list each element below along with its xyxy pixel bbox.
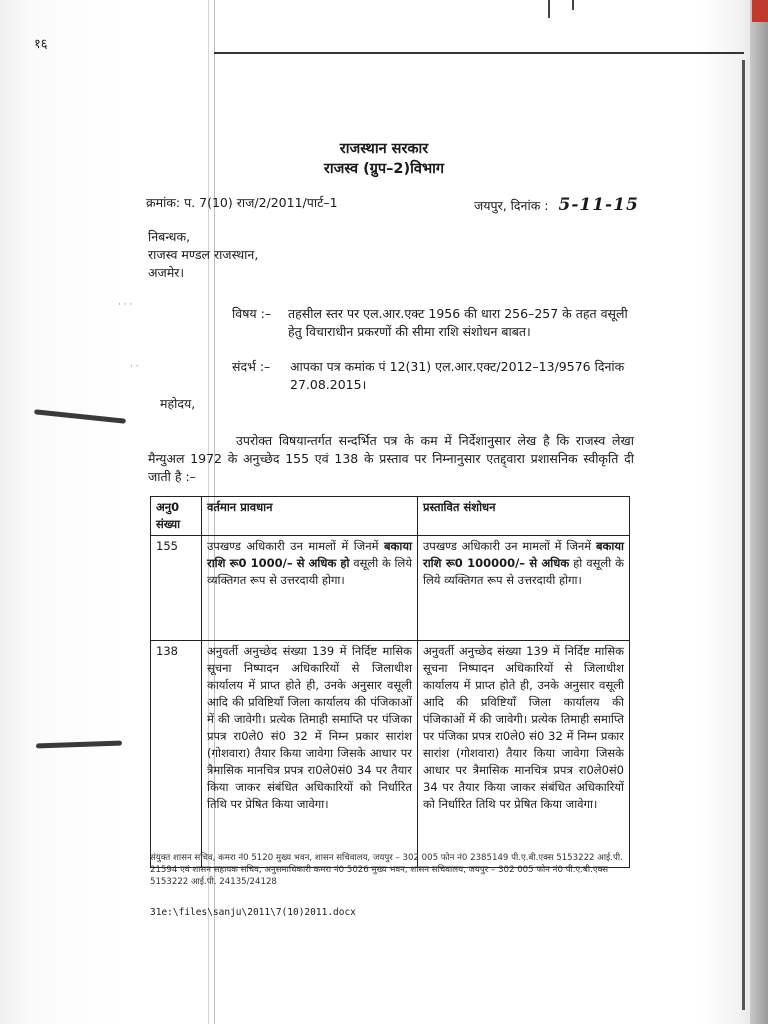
reference-text: आपका पत्र कमांक पं 12(31) एल.आर.एक्ट/2012–13/9576 दिनांक 27.08.2015। <box>290 359 625 392</box>
table-row <box>151 536 630 641</box>
subject-text: तहसील स्तर पर एल.आर.एक्ट 1956 की धारा 256–257 के तहत वसूली हेतु विचाराधीन प्रकरणों की सीमा राशि संशोधन बाबत। <box>288 306 628 339</box>
red-tag <box>752 0 768 22</box>
footer-distribution: संयुक्त शासन सचिव, कमरा नं0 5120 मुख्य भवन, शासन सचिवालय, जयपुर – 302 005 फोन नं0 2385149 पी.ए.बी.एक्स 5153222 आई.पी. 21594 एवं शासन सहायक सचिव, अनुसमाधिकारी कमरा नं0 5026 मुख्य भवन, शासन सचिवालय, जयपुर – 302 005 फोन नं0 पी.ए.बी.एक्स 5153222 आई.पी. 24135/24128 <box>150 853 623 887</box>
place-date <box>474 196 639 215</box>
row-number: 155 <box>151 536 202 641</box>
edge-mark <box>572 0 574 10</box>
reference-label: संदर्भ :– <box>232 359 271 374</box>
corner-mark: १६ <box>34 37 48 52</box>
proposed-amendment: अनुवर्ती अनुच्छेद संख्या 139 में निर्दिष्ट मासिक सूचना निष्पादन अधिकारियों से जिलाधीश कार्यालय में प्राप्त होते ही, उनके अनुसार वसूली आदि की प्रविष्टियाँ जिला कार्यालय की पंजिकाओं में की जावेगी। प्रत्येक तिमाही समाप्ति पर पंजिका प्रपत्र रा0ले0 सं0 32 में निम्न प्रकार सारांश (गोशवारा) तैयार किया जावेगा जिसके आधार पर त्रैमासिक मानचित्र प्रपत्र रा0ले0सं0 34 पर तैयार किया जाकर संबंधित अधिकारियों को निर्धारित तिथि पर प्रेषित किया जावेगा। <box>418 641 630 868</box>
column-header-proposed: प्रस्तावित संशोधन <box>418 497 630 536</box>
backing-sheet <box>750 0 768 1024</box>
paper-right-edge <box>742 60 745 1010</box>
table-row <box>151 641 630 868</box>
header-government: राजस्थान सरकार <box>339 141 429 157</box>
current-provision: अनुवर्ती अनुच्छेद संख्या 139 में निर्दिष्ट मासिक सूचना निष्पादन अधिकारियों से जिलाधीश कार्यालय में प्राप्त होते ही, उनके अनुसार वसूली आदि की प्रविष्टियाँ जिला कार्यालय की पंजिकाओं में की जावेगी। प्रत्येक तिमाही समाप्ति पर पंजिका प्रपत्र रा0ले0 सं0 32 में निम्न प्रकार सारांश (गोशवारा) तैयार किया जावेगा जिसके आधार पर त्रैमासिक मानचित्र प्रपत्र रा0ले0सं0 34 पर तैयार किया जाकर संबंधित अधिकारियों को निर्धारित तिथि पर प्रेषित किया जावेगा। <box>202 641 418 868</box>
body-paragraph: उपरोक्त विषयान्तर्गत सन्दर्भित पत्र के कम में निर्देशानुसार लेख है कि राजस्व लेखा मैन्युअल 1972 के अनुच्छेद 155 एवं 138 के प्रस्ताव पर निम्नानुसार एतद्द्वारा प्रशासनिक स्वीकृति दी जाती है :– <box>148 433 634 484</box>
subject-label: विषय :– <box>232 306 272 321</box>
file-path: 31e:\files\sanju\2011\7(10)2011.docx <box>150 907 356 918</box>
current-provision-amount: बकाया राशि रू0 1000/– से अधिक हो <box>207 539 412 570</box>
proposed-amendment-amount: बकाया राशि रू0 100000/– से अधिक <box>423 539 624 570</box>
proposed-amendment <box>418 536 630 641</box>
salutation: महोदय, <box>160 396 196 411</box>
column-header-current: वर्तमान प्रावधान <box>202 497 418 536</box>
margin-scribble: · · · <box>118 300 133 310</box>
header-department: राजस्व (ग्रुप–2)विभाग <box>323 161 445 177</box>
proposed-amendment-text: उपखण्ड अधिकारी उन मामलों में जिनमें <box>423 539 596 553</box>
row-number: 138 <box>151 641 202 868</box>
column-header-number: अनु0 संख्या <box>151 497 202 536</box>
proposed-amendment-text: हो वसूली के लिये व्यक्तिगत रूप से उत्तरदायी होगा। <box>423 556 624 587</box>
amendment-table <box>150 496 630 868</box>
place-date-label: जयपुर, दिनांक : <box>474 198 549 213</box>
table-header-row <box>151 497 630 536</box>
reference-number: क्रमांक: प. 7(10) राज/2/2011/पार्ट–1 <box>146 195 338 210</box>
current-provision-text: वसूली के लिये व्यक्तिगत रूप से उत्तरदायी होगा। <box>207 556 413 587</box>
addressee-line: राजस्व मण्डल राजस्थान, <box>148 247 259 262</box>
edge-mark <box>548 0 550 18</box>
handwritten-date: 5-11-15 <box>558 195 639 215</box>
margin-scribble: · · <box>130 362 139 372</box>
current-provision <box>202 536 418 641</box>
current-provision-text: उपखण्ड अधिकारी उन मामलों में जिनमें <box>207 539 384 553</box>
paper-top-edge <box>214 52 744 54</box>
addressee-line: निबन्धक, <box>148 229 191 244</box>
addressee-line: अजमेर। <box>148 265 185 280</box>
